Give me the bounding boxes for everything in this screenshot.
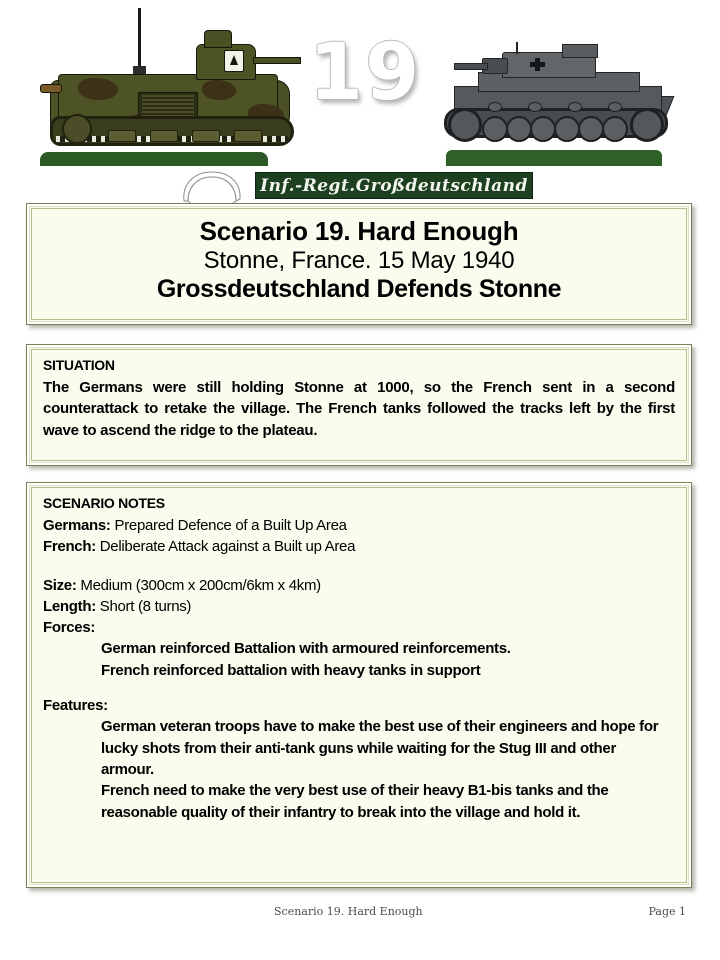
cuff-title-text: Inf.-Regt.Großdeutschland — [260, 175, 528, 196]
features-label: Features: — [43, 697, 108, 715]
forces-item: German reinforced Battalion with armoured reinforcements. — [101, 640, 511, 658]
situation-panel-inner — [31, 349, 687, 461]
german-tank-road-wheel — [482, 116, 508, 142]
french-value: Deliberate Attack against a Built up Area — [95, 538, 356, 556]
german-panzer-iv-illustration — [436, 42, 686, 166]
german-tank-road-wheel — [602, 116, 628, 142]
french-tank-hull-howitzer — [40, 84, 62, 93]
cuff-title-banner — [255, 172, 533, 199]
length-label: Length: — [43, 597, 96, 615]
german-tank-drive-sprocket — [448, 108, 482, 142]
french-tank-bogie — [234, 130, 262, 142]
spacer — [43, 681, 675, 695]
stahlhelm-icon — [178, 168, 246, 206]
german-tank-ground-strip — [446, 150, 662, 166]
length-value: Short (8 turns) — [95, 597, 192, 615]
scenario-number: 19 — [308, 28, 422, 118]
german-tank-return-roller — [608, 102, 622, 112]
french-tank-ace-of-spades-marking — [224, 50, 244, 72]
french-tank-antenna — [138, 8, 141, 68]
title-location-date: Stonne, France. 15 May 1940 — [203, 246, 515, 274]
french-tank-camo-patch — [78, 78, 118, 100]
situation-text: The Germans were still holding Stonne at 1000, so the French sent in a second counterattack to retake the village. The French tanks followed the tracks left by the first wave to ascend the ridge to the plateau. — [43, 379, 675, 439]
title-panel — [26, 203, 692, 325]
germans-label: Germans: — [43, 517, 111, 534]
german-tank-stowage-box — [562, 44, 598, 58]
german-tank-return-roller — [568, 102, 582, 112]
scenario-notes-panel — [26, 482, 692, 888]
french-tank-bogie — [150, 130, 178, 142]
german-tank-return-roller — [528, 102, 542, 112]
title-subtitle: Grossdeutschland Defends Stonne — [156, 274, 562, 303]
size-value: Medium (300cm x 200cm/6km x 4km) — [76, 576, 321, 594]
german-tank-road-wheel — [506, 116, 532, 142]
french-tank-cupola — [204, 30, 232, 48]
situation-heading: SITUATION — [43, 357, 115, 373]
french-tank-ground-strip — [40, 152, 268, 166]
german-tank-return-roller — [488, 102, 502, 112]
header-artwork — [0, 0, 720, 205]
french-label: French: — [43, 538, 96, 556]
page-title: Scenario 19. Hard Enough — [199, 216, 519, 246]
german-tank-idler-wheel — [630, 108, 664, 142]
size-label: Size: — [43, 576, 77, 594]
french-tank-bogie — [192, 130, 220, 142]
french-b1bis-tank-illustration — [34, 8, 304, 166]
length-row — [43, 596, 675, 617]
german-tank-road-wheel — [578, 116, 604, 142]
french-mission-row — [43, 536, 675, 557]
french-tank-turret-gun — [253, 57, 301, 64]
title-panel-inner — [31, 208, 687, 320]
situation-panel — [26, 344, 692, 466]
german-tank-road-wheel — [530, 116, 556, 142]
footer-scenario-name: Scenario 19. Hard Enough — [274, 905, 423, 918]
footer-page-number: Page 1 — [648, 905, 686, 918]
scenario-notes-panel-inner — [31, 487, 687, 883]
french-tank-camo-patch — [202, 80, 236, 100]
german-tank-road-wheel — [554, 116, 580, 142]
features-item: French need to make the very best use of their heavy B1-bis tanks and the reasonable quality of their infantry to break into the village and hold it. — [101, 782, 609, 821]
spacer — [43, 558, 675, 575]
balkenkreuz-icon — [530, 58, 545, 71]
forces-item: French reinforced battalion with heavy tanks in support — [101, 661, 481, 679]
french-tank-bogie — [108, 130, 136, 142]
germans-value: Prepared Defence of a Built Up Area — [110, 517, 347, 534]
french-tank-idler-wheel — [62, 114, 92, 144]
page-footer — [26, 905, 692, 918]
germans-mission-row — [43, 515, 675, 536]
features-item: German veteran troops have to make the best use of their engineers and hope for lucky shots from their anti-tank guns while waiting for the Stug III and other armour. — [101, 718, 659, 778]
german-tank-main-gun — [454, 63, 488, 70]
forces-label: Forces: — [43, 619, 96, 637]
size-row — [43, 575, 675, 596]
scenario-notes-heading: SCENARIO NOTES — [43, 495, 165, 511]
german-tank-antenna — [516, 42, 518, 54]
